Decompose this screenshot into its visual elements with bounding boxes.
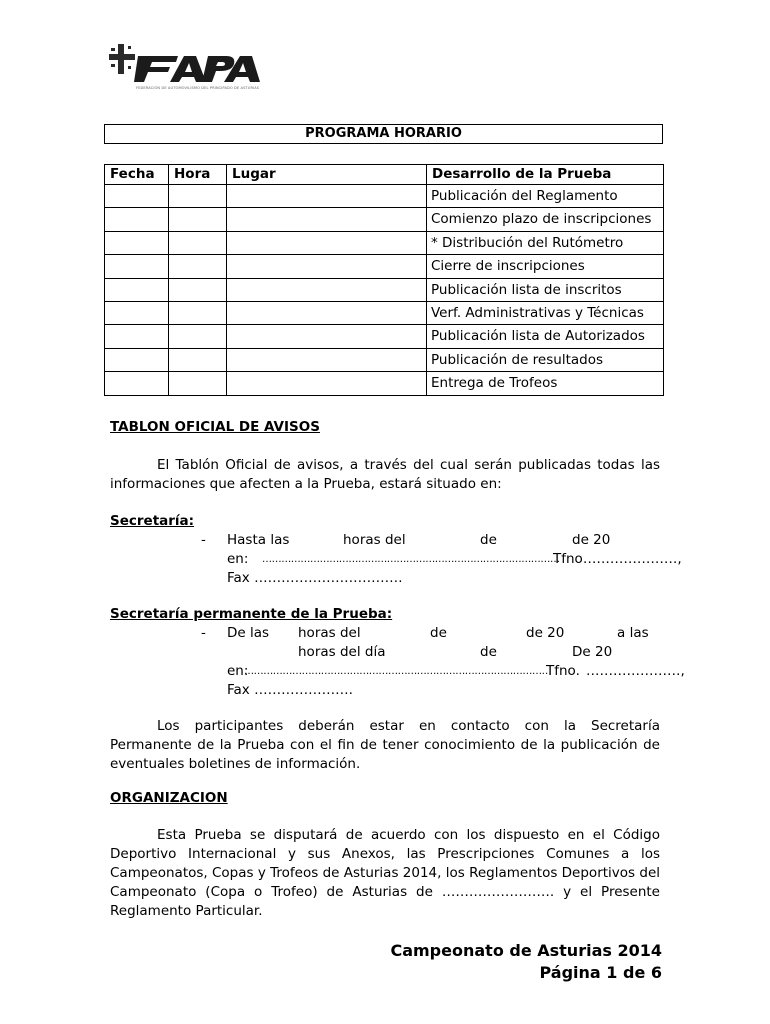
cell-hora — [169, 301, 227, 324]
secretaria-tfno: Tfno…………………, — [553, 551, 682, 567]
table-row — [105, 348, 664, 371]
cell-hora — [169, 231, 227, 254]
perm-horas-del: horas del — [298, 625, 361, 641]
header-lugar: Lugar — [227, 165, 427, 185]
tablon-paragraph: El Tablón Oficial de avisos, a través del cual serán publicadas todas las informaciones que afecten a la Prueba, estará situado en: — [110, 457, 660, 492]
cell-lugar — [227, 372, 427, 395]
perm-tfno-dots: …………………, — [586, 663, 685, 679]
table-header-row — [105, 165, 664, 185]
cell-fecha — [105, 231, 169, 254]
secretaria-fax: Fax …………………………… — [227, 570, 403, 586]
table-row — [105, 278, 664, 301]
perm-de: de — [430, 625, 447, 641]
footer-campeonato: Campeonato de Asturias 2014 — [390, 941, 662, 960]
header-hora: Hora — [169, 165, 227, 185]
cell-activity: * Distribución del Rutómetro — [427, 231, 664, 254]
cell-fecha — [105, 301, 169, 324]
perm-tfno: Tfno. — [546, 663, 580, 679]
fapa-logo-graphic — [108, 42, 260, 86]
participantes-paragraph: Los participantes deberán estar en contacto con la Secretaría Permanente de la Prueba con el fin de tener conocimiento de la publicación de eventuales boletines de información. — [110, 718, 660, 772]
perm-a-las: a las — [617, 625, 649, 641]
perm-de-las: De las — [227, 625, 270, 641]
cell-hora — [169, 255, 227, 278]
organizacion-heading: ORGANIZACION — [110, 790, 228, 806]
secretaria-permanente-heading: Secretaría permanente de la Prueba: — [110, 606, 393, 622]
cell-lugar — [227, 208, 427, 231]
cell-lugar — [227, 325, 427, 348]
programa-title: PROGRAMA HORARIO — [104, 124, 663, 144]
cell-activity: Cierre de inscripciones — [427, 255, 664, 278]
footer-page-number: Página 1 de 6 — [539, 963, 662, 982]
table-row — [105, 208, 664, 231]
cell-activity: Publicación de resultados — [427, 348, 664, 371]
cell-activity: Publicación lista de inscritos — [427, 278, 664, 301]
secretaria-en: en: — [227, 551, 249, 567]
cell-activity: Publicación del Reglamento — [427, 185, 664, 208]
table-row — [105, 325, 664, 348]
logo-subtitle: FEDERACIÓN DE AUTOMOVILISMO DEL PRINCIPADO DE ASTURIAS — [136, 86, 260, 90]
secretaria-horas-del: horas del — [343, 532, 406, 548]
perm-en-dots: …………………………………………………………………………………… — [244, 666, 552, 677]
cell-activity: Publicación lista de Autorizados — [427, 325, 664, 348]
cell-fecha — [105, 255, 169, 278]
cell-activity: Entrega de Trofeos — [427, 372, 664, 395]
cell-lugar — [227, 348, 427, 371]
cell-hora — [169, 185, 227, 208]
secretaria-dash: - — [201, 532, 206, 548]
table-row — [105, 301, 664, 324]
header-desarrollo: Desarrollo de la Prueba — [427, 165, 664, 185]
cell-fecha — [105, 348, 169, 371]
secretaria-de20: de 20 — [572, 532, 611, 548]
perm-de-2: de — [480, 644, 497, 660]
cell-lugar — [227, 278, 427, 301]
cell-lugar — [227, 231, 427, 254]
cell-lugar — [227, 185, 427, 208]
cell-activity: Verf. Administrativas y Técnicas — [427, 301, 664, 324]
cell-hora — [169, 372, 227, 395]
perm-De20: De 20 — [572, 644, 613, 660]
cell-fecha — [105, 185, 169, 208]
cell-fecha — [105, 208, 169, 231]
cell-lugar — [227, 255, 427, 278]
cell-fecha — [105, 372, 169, 395]
secretaria-heading: Secretaría: — [110, 513, 195, 529]
fapa-logo — [108, 42, 260, 92]
secretaria-de: de — [480, 532, 497, 548]
perm-de20: de 20 — [526, 625, 565, 641]
perm-horas-del-dia: horas del día — [298, 644, 386, 660]
cell-hora — [169, 278, 227, 301]
table-row — [105, 255, 664, 278]
secretaria-hasta-las: Hasta las — [227, 532, 290, 548]
perm-dash: - — [201, 625, 206, 641]
cell-hora — [169, 348, 227, 371]
perm-fax: Fax …………………. — [227, 682, 353, 698]
table-row — [105, 231, 664, 254]
cell-fecha — [105, 325, 169, 348]
programa-table — [104, 164, 664, 396]
cell-hora — [169, 325, 227, 348]
perm-en: en: — [227, 663, 249, 679]
header-fecha: Fecha — [105, 165, 169, 185]
table-row — [105, 372, 664, 395]
secretaria-en-dots: ………………………………………………………………………………… — [262, 554, 560, 565]
cell-lugar — [227, 301, 427, 324]
table-row — [105, 185, 664, 208]
cell-hora — [169, 208, 227, 231]
cell-activity: Comienzo plazo de inscripciones — [427, 208, 664, 231]
organizacion-paragraph: Esta Prueba se disputará de acuerdo con los dispuesto en el Código Deportivo Internacional y sus Anexos, las Prescripciones Comunes a los Campeonatos, Copas y Trofeos de Asturias 2014, los Reglamentos Deportivos del Campeonato (Copa o Trofeo) de Asturias de ……………………. y el Presente Reglamento Particular. — [110, 827, 660, 919]
cell-fecha — [105, 278, 169, 301]
tablon-heading: TABLON OFICIAL DE AVISOS — [110, 419, 320, 435]
